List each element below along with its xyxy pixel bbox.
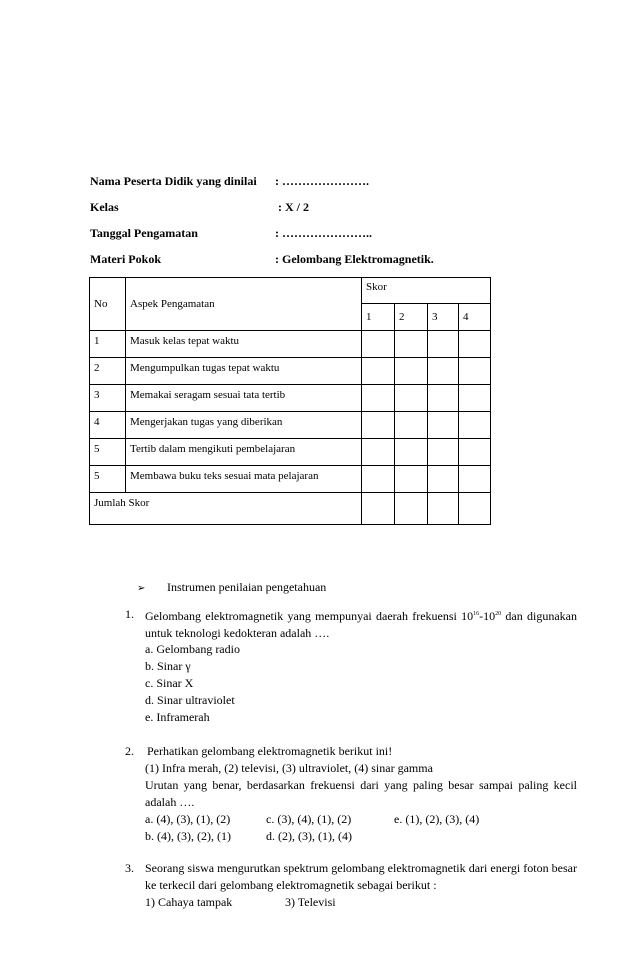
score-cell[interactable] [428, 358, 459, 385]
row-no: 3 [90, 385, 126, 412]
table-row [90, 358, 491, 385]
row-aspek: Masuk kelas tepat waktu [126, 331, 362, 358]
question-number: 3. [125, 861, 134, 875]
question-text-part: dan digunakan untuk teknologi kedokteran adalah …. [145, 609, 577, 640]
score-cell[interactable] [459, 493, 491, 525]
question-1 [125, 606, 585, 726]
option-b[interactable]: b. Sinar γ [145, 659, 191, 673]
option-d[interactable]: d. (2), (3), (1), (4) [266, 829, 352, 843]
option-d[interactable]: d. Sinar ultraviolet [145, 693, 235, 707]
table-row [90, 466, 491, 493]
header-label: Kelas [90, 200, 119, 214]
score-cell[interactable] [362, 439, 395, 466]
question-number: 1. [125, 607, 134, 621]
header-value: : X / 2 [278, 200, 309, 214]
option-a[interactable]: a. (4), (3), (1), (2) [145, 812, 231, 826]
option-a[interactable]: a. Gelombang radio [145, 642, 240, 656]
col-header-aspek: Aspek Pengamatan [126, 278, 362, 331]
row-aspek: Mengerjakan tugas yang diberikan [126, 412, 362, 439]
score-cell[interactable] [362, 385, 395, 412]
score-cell[interactable] [428, 412, 459, 439]
score-cell[interactable] [395, 439, 428, 466]
score-cell[interactable] [395, 385, 428, 412]
score-cell[interactable] [459, 412, 491, 439]
score-col-3: 3 [428, 304, 459, 331]
score-cell[interactable] [395, 466, 428, 493]
table-row [90, 385, 491, 412]
score-cell[interactable] [395, 412, 428, 439]
score-cell[interactable] [395, 493, 428, 525]
observation-table [89, 277, 491, 525]
header-label: Materi Pokok [90, 252, 161, 266]
score-cell[interactable] [428, 331, 459, 358]
exponent: 16 [473, 611, 480, 617]
header-value: : …………………. [275, 174, 369, 188]
score-cell[interactable] [395, 358, 428, 385]
option-c[interactable]: c. (3), (4), (1), (2) [266, 812, 352, 826]
score-cell[interactable] [428, 466, 459, 493]
header-value: : ………………….. [275, 226, 372, 240]
score-cell[interactable] [428, 385, 459, 412]
score-cell[interactable] [362, 412, 395, 439]
question-text: Urutan yang benar, berdasarkan frekuensi dari yang paling besar sampai paling kecil adalah …. [145, 778, 577, 809]
section-heading [137, 580, 326, 595]
option-c[interactable]: c. Sinar X [145, 676, 194, 690]
list-item: 1) Cahaya tampak [145, 895, 233, 909]
score-cell[interactable] [459, 466, 491, 493]
header-value: : Gelombang Elektromagnetik. [275, 252, 434, 266]
header-label: Nama Peserta Didik yang dinilai [90, 174, 257, 188]
question-text: (1) Infra merah, (2) televisi, (3) ultraviolet, (4) sinar gamma [145, 761, 433, 775]
question-text-part: -10 [479, 609, 496, 623]
row-no: 5 [90, 466, 126, 493]
row-no: 5 [90, 439, 126, 466]
table-row [90, 331, 491, 358]
row-no: 4 [90, 412, 126, 439]
score-col-2: 2 [395, 304, 428, 331]
question-text [145, 606, 577, 642]
score-cell[interactable] [395, 331, 428, 358]
score-cell[interactable] [459, 439, 491, 466]
header-label: Tanggal Pengamatan [90, 226, 198, 240]
row-aspek: Mengumpulkan tugas tepat waktu [126, 358, 362, 385]
score-cell[interactable] [459, 385, 491, 412]
col-header-skor: Skor [362, 278, 491, 304]
section-title: Instrumen penilaian pengetahuan [167, 580, 327, 594]
score-cell[interactable] [362, 466, 395, 493]
question-number: 2. [125, 744, 134, 758]
score-cell[interactable] [362, 331, 395, 358]
table-row [90, 439, 491, 466]
question-2 [125, 743, 585, 843]
score-cell[interactable] [362, 493, 395, 525]
score-cell[interactable] [428, 493, 459, 525]
arrow-bullet-icon: ➢ [137, 583, 146, 594]
list-item: 3) Televisi [285, 895, 336, 909]
row-no: 2 [90, 358, 126, 385]
row-aspek: Memakai seragam sesuai tata tertib [126, 385, 362, 412]
row-no: 1 [90, 331, 126, 358]
total-label: Jumlah Skor [90, 493, 362, 525]
score-cell[interactable] [428, 439, 459, 466]
score-col-1: 1 [362, 304, 395, 331]
table-row [90, 412, 491, 439]
score-cell[interactable] [459, 331, 491, 358]
row-aspek: Membawa buku teks sesuai mata pelajaran [126, 466, 362, 493]
question-text-part: Gelombang elektromagnetik yang mempunyai daerah frekuensi 10 [145, 609, 474, 623]
col-header-no: No [90, 278, 126, 331]
score-cell[interactable] [362, 358, 395, 385]
score-cell[interactable] [459, 358, 491, 385]
question-3 [125, 860, 585, 920]
row-aspek: Tertib dalam mengikuti pembelajaran [126, 439, 362, 466]
exponent: 20 [495, 611, 502, 617]
score-col-4: 4 [459, 304, 491, 331]
option-e[interactable]: e. (1), (2), (3), (4) [394, 812, 480, 826]
question-text: Seorang siswa mengurutkan spektrum gelombang elektromagnetik dari energi foton besar ke terkecil dari gelombang elektromagnetik sebagai berikut : [145, 861, 577, 892]
option-e[interactable]: e. Inframerah [145, 710, 210, 724]
option-b[interactable]: b. (4), (3), (2), (1) [145, 829, 231, 843]
question-text: Perhatikan gelombang elektromagnetik berikut ini! [147, 744, 393, 758]
table-row-total [90, 493, 491, 525]
